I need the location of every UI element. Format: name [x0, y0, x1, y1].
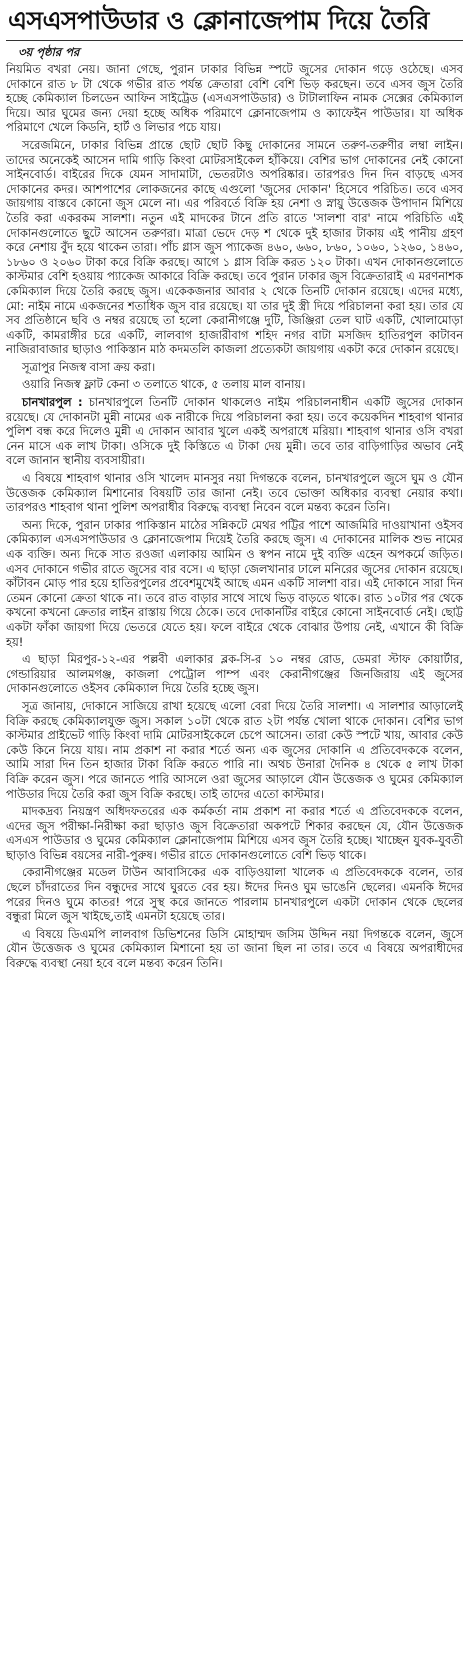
article-paragraph: [6, 138, 463, 357]
paragraph-text: সূত্রাপুর নিজস্ব বাসা ক্রয় করা।: [22, 359, 156, 374]
paragraph-text: এ ছাড়া মিরপুর-১২-এর পল্লবী এলাকার ব্লক-সি-র ১০ নম্বর রোড, ডেমরা স্টাফ কোয়ার্টার, গেন্ডারিয়ার আলমগঞ্জ, কাজলা পেট্রোল পাম্প এবং কেরানীগঞ্জের জিনজিরায় এই জুসের দোকানগুলোতে ওইসব কেমিক্যাল দিয়ে তৈরি হচ্ছে জুস।: [6, 652, 463, 696]
article-paragraph: [6, 377, 463, 392]
article-paragraph: [6, 865, 463, 923]
paragraph-text: মাদকদ্রব্য নিয়ন্ত্রণ অধিদফতরের এক কর্মকর্তা নাম প্রকাশ না করার শর্তে এ প্রতিবেদককে বলেন, এদের জুস পরীক্ষা-নিরীক্ষা করা ছাড়াও জুস বিক্রেতারা অকপটে শিকার করছেন যে, যৌন উত্তেজক এসএস পাউডার ও ঘুমের কেমিক্যাল ক্লোনাজেপাম মিশিয়ে এসব জুস তৈরি হচ্ছে। খাচ্ছেন যুবক-যুবতী ছাড়াও বিভিন্ন বয়সের নারী-পুরুষ। গভীর রাতে দোকানগুলোতে বেশি ভিড় থাকে।: [6, 804, 463, 862]
article-paragraph: [6, 471, 463, 515]
article-paragraph: [6, 518, 463, 649]
section-lead: চানখারপুল :: [22, 395, 83, 410]
article-body: [6, 62, 463, 971]
paragraph-text: এ বিষয়ে ডিএমপি লালবাগ ডিভিশনের ডিসি মোহাম্মদ জসিম উদ্দিন নয়া দিগন্তকে বলেন, জুসে যৌন উত্তেজক ও ঘুমের কেমিক্যাল মিশানো হয় তা জানা ছিল না তার। তবে এ বিষয়ে অপরাধীদের বিরুদ্ধে ব্যবস্থা নেয়া হবে বলে মন্তব্য করেন তিনি।: [6, 926, 463, 971]
article-paragraph: [6, 652, 463, 696]
continued-from-note: ৩য় পৃষ্ঠার পর: [18, 45, 80, 59]
article-paragraph: [6, 927, 463, 971]
article-headline: এসএসপাউডার ও ক্লোনাজেপাম দিয়ে তৈরি: [8, 6, 429, 35]
article-paragraph: [6, 62, 463, 135]
paragraph-text: ওয়ারি নিজস্ব ফ্লাট কেনা ৩ তলাতে থাকে, ৫ তলায় মাল বানায়।: [22, 377, 306, 392]
paragraph-text: এ বিষয়ে শাহবাগ থানার ওসি খালেদ মানসুর নয়া দিগন্তকে বলেন, চানখারপুলে জুসে ঘুম ও যৌন উত্তেজক কেমিক্যাল মিশানোর বিষয়টি তার জানা নেই। তবে ভোক্তা অধিকার ব্যবস্থা নেয়ার কথা। তারপরও শাহবাগ থানা পুলিশ অপরাধীর বিরুদ্ধে ব্যবস্থা নিবেন বলে মন্তব্য করেন তিনি।: [6, 471, 464, 515]
paragraph-text: সূত্র জানায়, দোকানে সাজিয়ে রাখা হয়েছে এলো বেরা দিয়ে তৈরি সালশা। এ সালশার আড়ালেই বিক্রি করছে কেমিক্যালযুক্ত জুস। সকাল ১০টা থেকে রাত ২টা পর্যন্ত খোলা থাকে দোকান। বেশির ভাগ কাস্টমার প্রাইভেট গাড়ি কিংবা দামি মোটরসাইকেলে চেপে আসেন। তারা কেউ স্পটে খায়, আবার কেউ কেউ কিনে নিয়ে যায়। নাম প্রকাশ না করার শর্তে অন্য এক জুসের দোকানি এ প্রতিবেদককে বলেন, আমি সারা দিন তিন হাজার টাকা বিক্রি করতে পারি না। অথচ উনারা দৈনিক ৪ থেকে ৫ লাখ টাকা বিক্রি করেন জুস। পরে জানতে পারি আসলে ওরা জুসের আড়ালে যৌন উত্তেজক ও ঘুমের কেমিক্যাল পাউডার দিয়ে তৈরি করা জুস বিক্রি করছে। তাই তাদের এতো কাস্টমার।: [6, 698, 463, 801]
paragraph-text: কেরানীগঞ্জের মডেল টাউন আবাসিকের এক বাড়িওয়ালা খালেক এ প্রতিবেদককে বলেন, তার ছেলে চাঁদরাতের দিন বন্ধুদের সাথে ঘুরতে বের হয়। ঈদের দিনও ঘুম ভাঙেনি ছেলের। এমনকি ঈদের পরের দিনও ঘুমে কাতর! পরে সুস্থ করে জানতে পারলাম চানখারপুলে একটা দোকান থেকে ছেলের বন্ধুরা মিলে জুস খাইছে,তাই এমনটা হয়েছে তার।: [6, 865, 463, 924]
article-paragraph: [6, 360, 463, 375]
article-paragraph: [6, 395, 463, 468]
paragraph-text: চানখারপুলে তিনটি দোকান থাকলেও নাইম পরিচালনাধীন একটি জুসের দোকান রয়েছে। যে দোকানটা মুন্নী নামের এক নারীকে দিয়ে পরিচালনা করা হয়। তবে কয়েকদিন শাহবাগ থানার পুলিশ বন্ধ করে দিলেও মুন্নী এ দোকান আবার খুলে একই অপরাধে মরিয়া। শাহবাগ থানার ওসি বখরা নেন মাসে এক লাখ টাকা। ওসিকে দুই কিস্তিতে এ টাকা দেয় মুন্নী। তবে তার বাড়িগাড়ির অভাব নেই বলে জানান স্থানীয় ব্যবসায়ীরা।: [6, 395, 463, 468]
article-paragraph: [6, 699, 463, 801]
paragraph-text: সরেজমিনে, ঢাকার বিভিন্ন প্রান্তে ছোট ছোট কিছু দোকানের সামনে তরুণ-তরুণীর লম্বা লাইন। তাদের অনেকেই আসেন দামি গাড়ি কিংবা মোটরসাইকেল হাঁকিয়ে। বেশির ভাগ দোকানের নেই কোনো সাইনবোর্ড। বাইরের দিকে যেমন সাদামাটা, ভেতরটাও অপরিষ্কার। তারপরও দিন দিন বাড়ছে এসব দোকানের কদর। আশপাশের লোকজনের কাছে এগুলো 'জুসের দোকান' হিসেবে পরিচিত। তবে এসব জায়গায় বাস্তবে কোনো জুস মেলে না। এর পরিবর্তে বিক্রি হয় নেশা ও স্নায়ু উত্তেজক উপাদান মিশিয়ে তৈরি করা একরকম সালশা। নতুন এই মাদকের টানে প্রতি রাতে 'সালশা বার' নামে পরিচিতি এই দোকানগুলোতে ছুটে আসেন তরুণরা। মাত্রা ভেদে দেড় শ থেকে দুই হাজার টাকায় এই পানীয় গ্রহণ করে নেশায় বুঁদ হয়ে থাকেন তারা। পাঁচ গ্লাস জুস প্যাকেজ ৪৬০, ৬৬০, ৮৬০, ১০৬০, ১২৬০, ১৪৬০, ১৮৬০ ও ২০৬০ টাকা করে বিক্রি করছে। আগে ১ গ্লাস বিক্রি করত ১২০ টাকা। এখন দোকানগুলোতে কাস্টমার বেশি হওয়ায় প্যাকেজ আকারে বিক্রি করছে। তবে পুরান ঢাকার জুস বিক্রেতারাই এ মরণনাশক কেমিক্যাল দিয়ে তৈরি করছে জুস। একেকজনার আবার ২ থেকে তিনটি দোকান রয়েছে। এদের মধ্যে, মো: নাইম নামে একজনের শতাধিক জুস বার রয়েছে। যা তার দুই স্ত্রী দিয়ে পরিচালনা করা হয়। তার যে সব প্রতিষ্ঠানে ছবি ও নম্বর রয়েছে তা হলো কেরানীগঞ্জে দুটি, জিঞ্জিরা তেল ঘাট একটি, খোলামোড়া একটি, কামরাঙ্গীর চরে একটি, লালবাগ হাজারীবাগ শহিদ নগর বাটা মসজিদ হাতিরপুল কাটাবন নাজিরাবাজার ছাড়াও পাকিস্তান মাঠ কদমতলি কাজলা প্রত্যেকটা জায়গায় একটা করে দোকান রয়েছে।: [6, 137, 463, 357]
paragraph-text: অন্য দিকে, পুরান ঢাকার পাকিস্তান মাঠের সন্নিকটে মেথর পট্টির পাশে আজমিরি দাওয়াখানা ওইসব কেমিক্যাল এসএসপাউডার ও ক্লোনাজেপাম দিয়েই তৈরি করছে জুস। এ দোকানের মালিক শুভ নামের এক ব্যক্তি। অন্য দিকে সাত রওজা এলাকায় আমিন ও স্বপন নামে দুই ব্যক্তি এহেন অপকর্মে জড়িত। এসব দোকানে গভীর রাতে জুসের বার বসে। এ ছাড়া জেলখানার ঢালে মনিরের জুসের দোকান রয়েছে। কাঁটাবন মোড় পার হয়ে হাতিরপুলের প্রবেশমুখেই আছে এমন একটি সালশা বার। এই দোকানে সারা দিন তেমন কোনো ক্রেতা থাকে না। তবে রাত বাড়ার সাথে সাথে ভিড় বাড়তে থাকে। রাত ১০টার পর থেকে কখনো কখনো ক্রেতার লাইন রাস্তায় গিয়ে ঠেকে। তবে দোকানটির বাইরে কোনো সাইনবোর্ড নেই। ছোট্ট একটা ফাঁকা জায়গা দিয়ে ভেতরে যেতে হয়। ফলে বাইরে থেকে বোঝার উপায় নেই, এখানে কী বিক্রি হয়!: [6, 517, 463, 649]
article-paragraph: [6, 804, 463, 862]
paragraph-text: নিয়মিত বখরা নেয়। জানা গেছে, পুরান ঢাকার বিভিন্ন স্পটে জুসের দোকান গড়ে ওঠেছে। এসব দোকানে রাত ৮ টা থেকে গভীর রাত পর্যন্ত ক্রেতারা বেশি বেশি ভিড় করছেন। তবে এসব জুস তৈরি হচ্ছে কেমিক্যাল চিলডেন আফিন সাইট্রেড (এসএসপাউডার) ও টাটালাফিন নামক সেক্সের কেমিক্যাল দিয়ে। আর ঘুমের জন্য দেয়া হচ্ছে অধিক পরিমাণে ক্লোনাজেপাম ও ক্যাফেইন পাউডার। যা অধিক পরিমাণে খেলে কিডনি, হার্ট ও লিভার পচে যায়।: [6, 62, 463, 135]
headline-divider: [6, 40, 463, 41]
